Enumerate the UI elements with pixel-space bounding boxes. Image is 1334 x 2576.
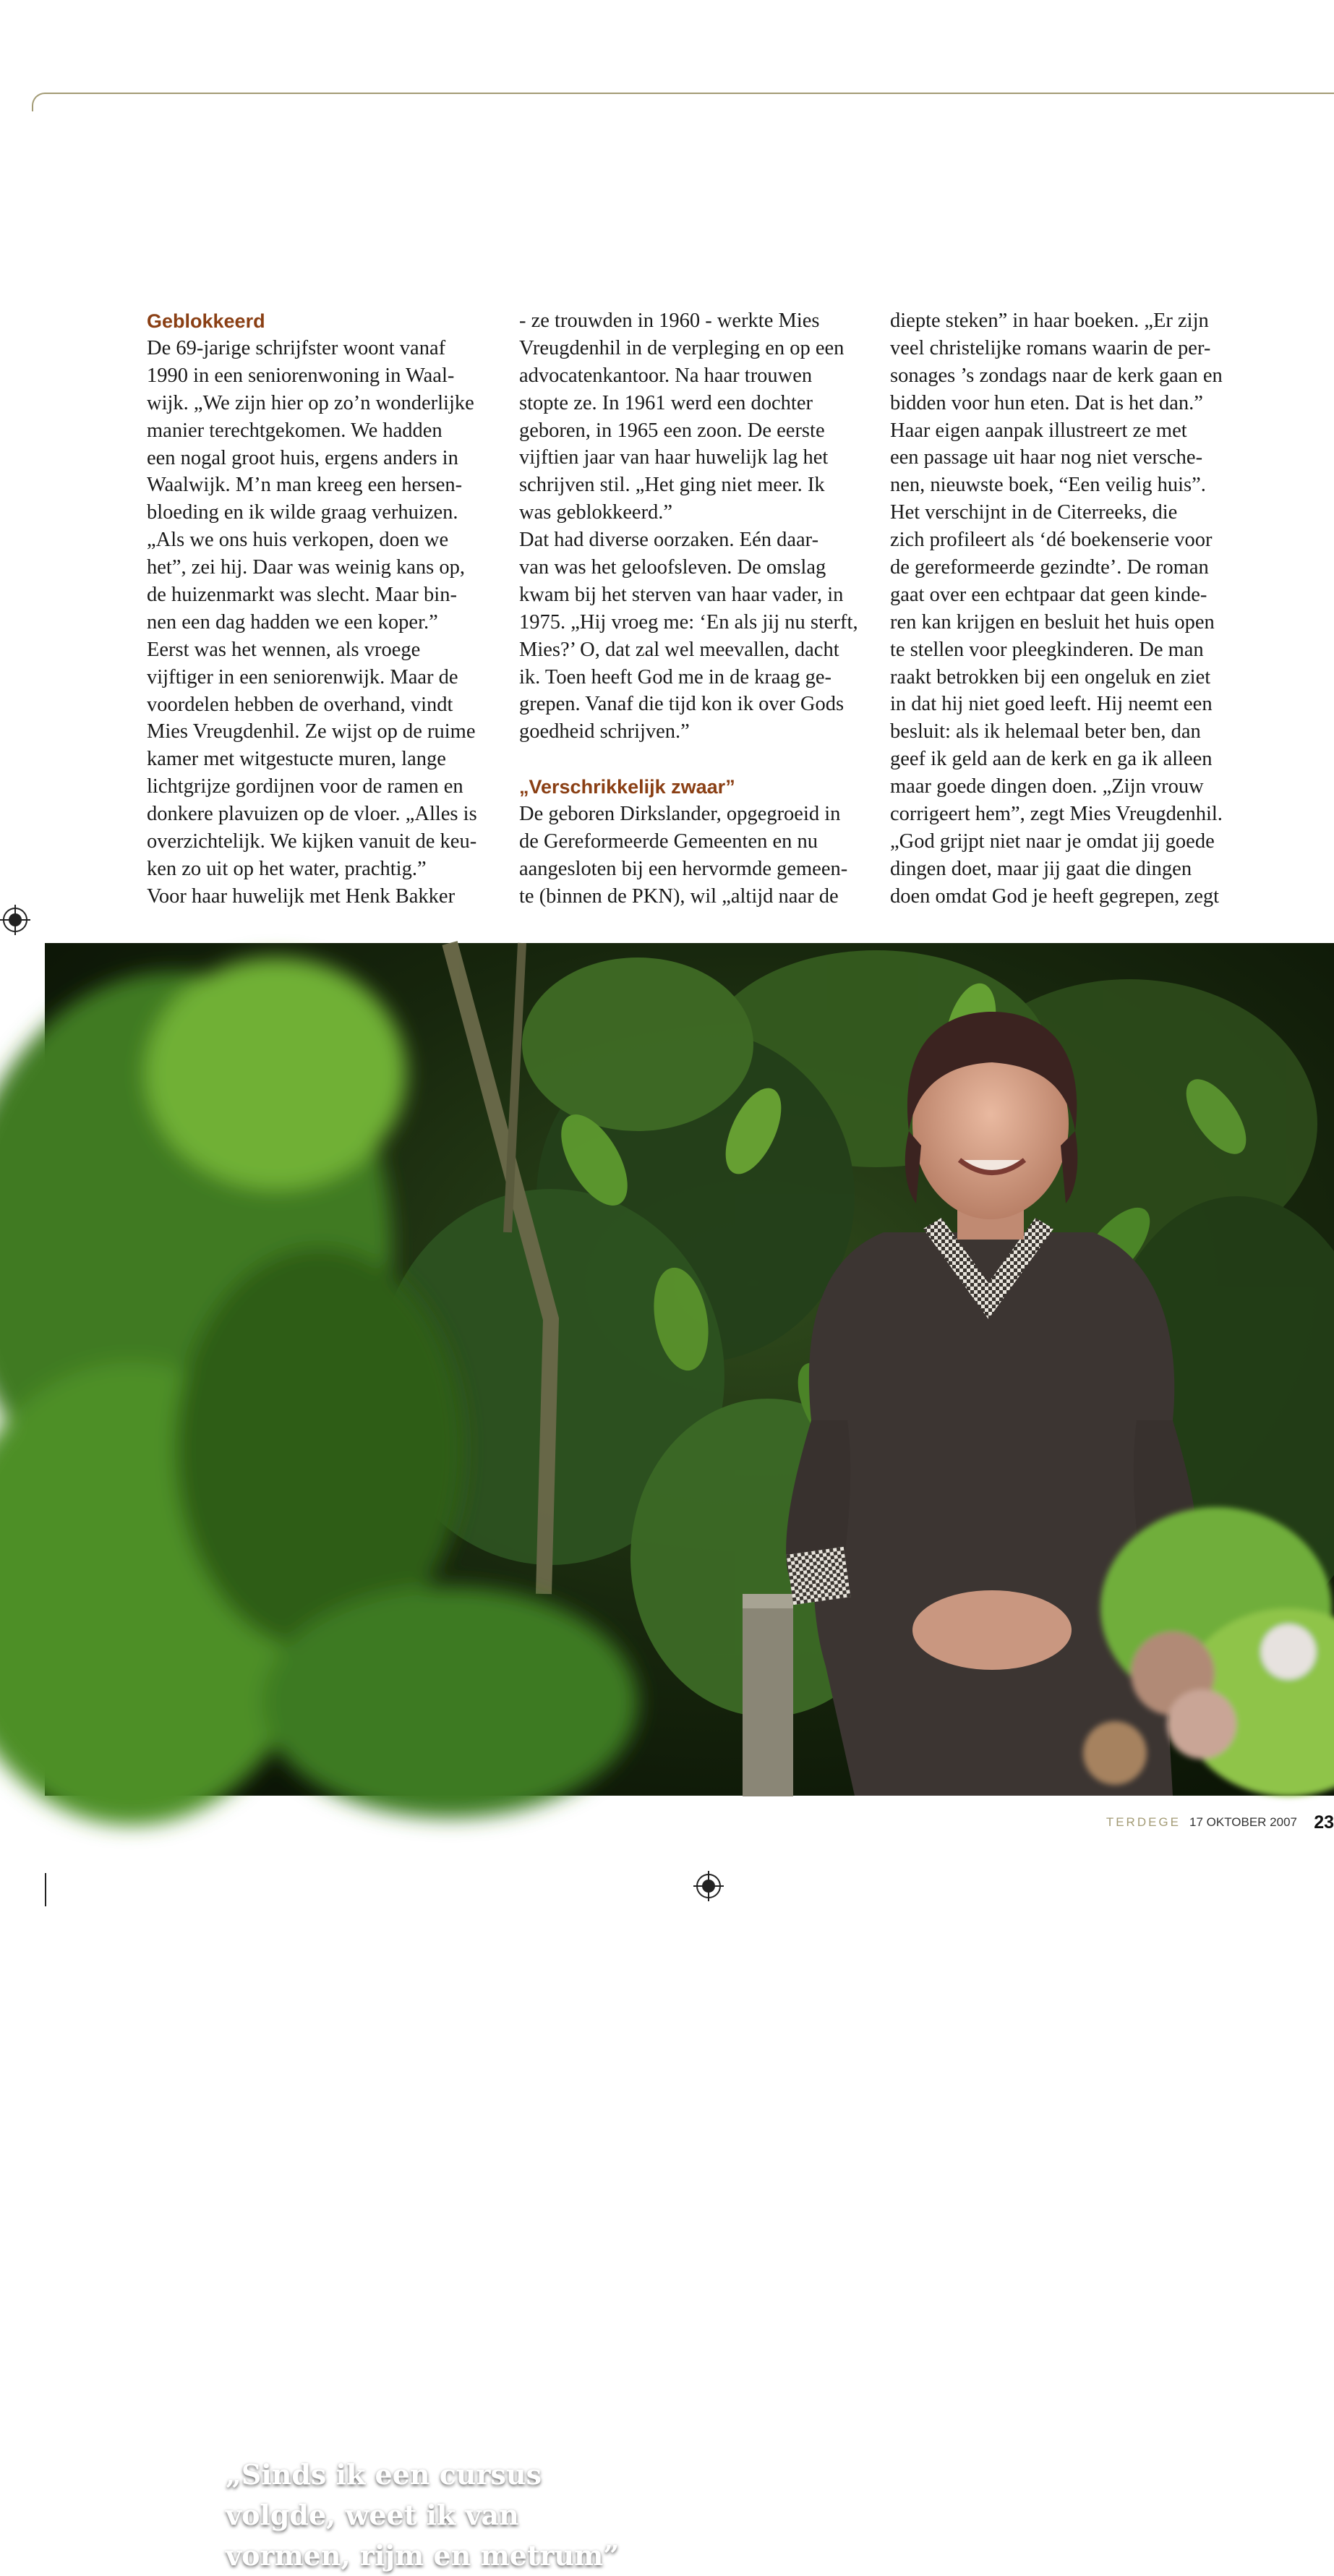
text-line: bloeding en ik wilde graag verhuizen. <box>147 501 458 524</box>
garden-portrait-illustration <box>45 943 1334 1796</box>
text-line: zich profileert als ‘dé boekenserie voor <box>890 529 1213 552</box>
text-line: lichtgrijze gordijnen voor de ramen en <box>147 775 463 798</box>
text-line: sonages ’s zondags naar de kerk gaan en <box>890 364 1223 387</box>
text-line: van was het geloofsleven. De omslag <box>519 556 826 579</box>
column-1-text <box>147 335 501 910</box>
text-line: te (binnen de PKN), wil „altijd naar de <box>519 884 839 908</box>
text-line: grepen. Vanaf die tijd kon ik over Gods <box>519 693 845 716</box>
column-2-text-top <box>519 307 873 746</box>
text-line: dingen doet, maar jij gaat die dingen <box>890 857 1192 880</box>
column-2-text-bottom <box>519 801 873 910</box>
section-heading-geblokkeerd: Geblokkeerd <box>147 310 265 332</box>
text-line: nen, nieuwste boek, “Een veilig huis”. <box>890 474 1206 497</box>
text-line: Haar eigen aanpak illustreert ze met <box>890 419 1187 442</box>
page-number: 23 <box>1314 1812 1334 1833</box>
text-line: 1975. „Hij vroeg me: ‘En als jij nu sterft, <box>519 610 858 634</box>
text-line: vijftien jaar van haar huwelijk lag het <box>519 446 829 469</box>
pull-quote-line: vormen, rijm en metrum” <box>226 2539 620 2572</box>
pull-quote-line: volgde, weet ik van <box>226 2499 519 2531</box>
text-line: een passage uit haar nog niet versche- <box>890 446 1203 469</box>
column-3 <box>890 307 1244 910</box>
text-line: diepte steken” in haar boeken. „Er zijn <box>890 310 1209 332</box>
text-line: de huizenmarkt was slecht. Maar bin- <box>147 584 457 607</box>
text-line: Eerst was het wennen, als vroege <box>147 638 421 661</box>
column-1 <box>147 307 501 910</box>
text-line: veel christelijke romans waarin de per- <box>890 336 1211 359</box>
section-heading-verschrikkelijk-zwaar: „Verschrikkelijk zwaar” <box>519 776 735 798</box>
text-line: ken zo uit op het water, prachtig.” <box>147 857 427 880</box>
text-line: besluit: als ik helemaal beter ben, dan <box>890 720 1201 743</box>
text-line: Waalwijk. M’n man kreeg een hersen- <box>147 474 463 497</box>
text-line: Dat had diverse oorzaken. Eén daar- <box>519 529 819 552</box>
text-line: een nogal groot huis, ergens anders in <box>147 446 458 469</box>
page-footer <box>683 1812 1334 1838</box>
text-line: het”, zei hij. Daar was weinig kans op, <box>147 556 466 579</box>
text-line: bidden voor hun eten. Dat is het dan.” <box>890 391 1203 414</box>
text-line: de gereformeerde gezindte’. De roman <box>890 556 1209 579</box>
text-line: ik. Toen heeft God me in de kraag ge- <box>519 665 831 688</box>
text-line: was geblokkeerd.” <box>519 501 673 524</box>
top-rule <box>45 93 1334 94</box>
text-line: de Gereformeerde Gemeenten en nu <box>519 830 818 853</box>
text-line: te stellen voor pleegkinderen. De man <box>890 638 1204 661</box>
text-line: nen een dag hadden we een koper.” <box>147 610 438 634</box>
text-line: Mies?’ O, dat zal wel meevallen, dacht <box>519 638 839 661</box>
column-2 <box>519 307 873 910</box>
text-line: stopte ze. In 1961 werd een dochter <box>519 391 813 414</box>
text-line: kwam bij het sterven van haar vader, in <box>519 583 844 606</box>
text-line: ren kan krijgen en besluit het huis open <box>890 610 1215 634</box>
text-line: schrijven stil. „Het ging niet meer. Ik <box>519 474 825 497</box>
registration-mark-icon <box>0 905 30 935</box>
text-line: aangesloten bij een hervormde gemeen- <box>519 858 848 881</box>
text-line: „God grijpt niet naar je omdat jij goede <box>890 829 1215 853</box>
text-line: 1990 in een seniorenwoning in Waal- <box>147 364 455 387</box>
text-line: „Als we ons huis verkopen, doen we <box>147 529 449 552</box>
text-line: geef ik geld aan de kerk en ga ik alleen <box>890 748 1213 771</box>
text-line: De geboren Dirkslander, opgegroeid in <box>519 803 841 826</box>
publication-date: 17 OKTOBER 2007 <box>1189 1815 1297 1829</box>
column-3-text <box>890 307 1244 910</box>
text-line: Vreugdenhil in de verpleging en op een <box>519 336 845 359</box>
text-line: geboren, in 1965 een zoon. De eerste <box>519 419 825 442</box>
pull-quote-line: „Sinds ik een cursus <box>226 2458 542 2491</box>
text-line: vijftiger in een seniorenwijk. Maar de <box>147 665 458 688</box>
text-line: in dat hij niet goed leeft. Hij neemt een <box>890 693 1213 716</box>
crop-mark <box>45 1873 46 1906</box>
text-line: Het verschijnt in de Citerreeks, die <box>890 501 1178 524</box>
text-line: advocatenkantoor. Na haar trouwen <box>519 364 813 387</box>
text-line: overzichtelijk. We kijken vanuit de keu- <box>147 830 477 853</box>
pull-quote <box>226 2455 659 2576</box>
text-line: Voor haar huwelijk met Henk Bakker <box>147 884 456 908</box>
text-line: maar goede dingen doen. „Zijn vrouw <box>890 775 1204 798</box>
text-line: - ze trouwden in 1960 - werkte Mies <box>519 310 820 332</box>
text-line: raakt betrokken bij een ongeluk en ziet <box>890 665 1211 688</box>
text-line: voordelen hebben de overhand, vindt <box>147 693 453 716</box>
text-line: corrigeert hem”, zegt Mies Vreugdenhil. <box>890 803 1223 826</box>
text-line: Mies Vreugdenhil. Ze wijst op de ruime <box>147 720 476 743</box>
text-line: donkere plavuizen op de vloer. „Alles is <box>147 803 477 826</box>
publication-name: TERDEGE <box>1106 1815 1181 1829</box>
text-line: doen omdat God je heeft gegrepen, zegt <box>890 884 1220 908</box>
text-line: wijk. „We zijn hier op zo’n wonderlijke <box>147 391 474 414</box>
text-line: manier terechtgekomen. We hadden <box>147 419 442 442</box>
registration-mark-icon <box>693 1871 724 1901</box>
fence-post <box>743 1594 793 1796</box>
paragraph-gap <box>519 746 873 773</box>
text-line: kamer met witgestucte muren, lange <box>147 748 446 771</box>
text-line: gaat over een echtpaar dat geen kinde- <box>890 583 1207 606</box>
text-line: goedheid schrijven.” <box>519 720 690 743</box>
text-line: De 69-jarige schrijfster woont vanaf <box>147 337 446 359</box>
